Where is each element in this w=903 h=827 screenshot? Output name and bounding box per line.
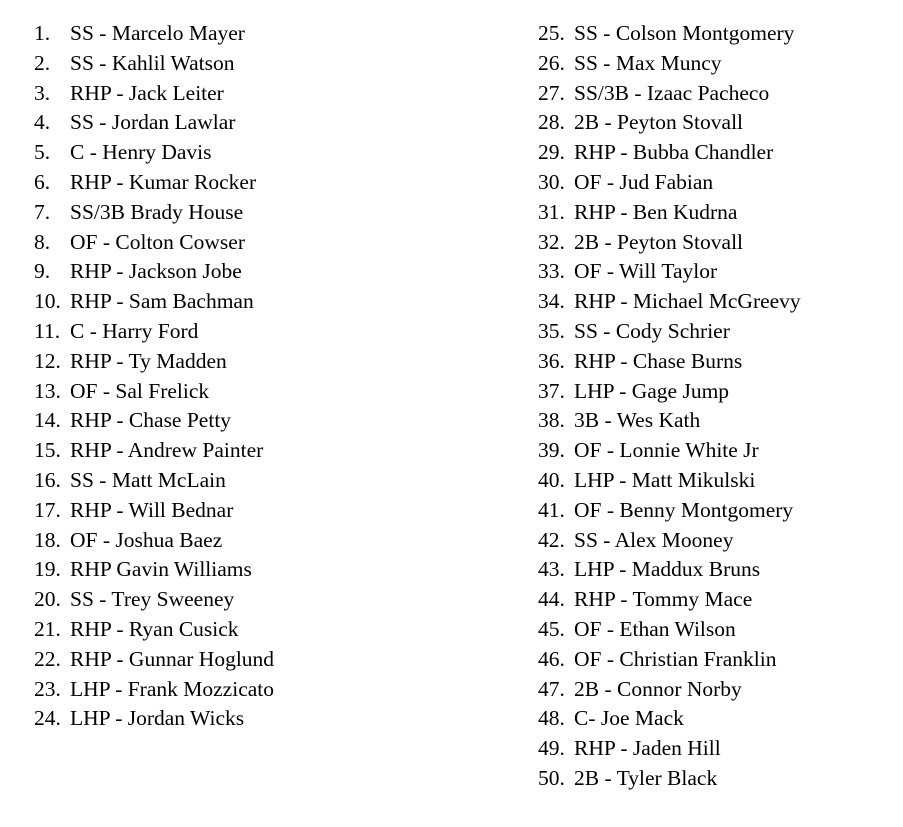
list-item-number: 44. xyxy=(538,587,565,612)
list-item-number: 41. xyxy=(538,497,565,522)
list-item-player: RHP - Ryan Cusick xyxy=(70,616,239,641)
list-item xyxy=(34,168,494,198)
list-item xyxy=(538,317,898,347)
list-item-number: 1. xyxy=(34,21,51,45)
list-item-player: SS - Trey Sweeney xyxy=(70,587,235,612)
list-item-number: 26. xyxy=(538,50,565,75)
list-item-player: LHP - Frank Mozzicato xyxy=(70,676,274,701)
list-item-player: 2B - Peyton Stovall xyxy=(574,110,744,135)
list-item xyxy=(538,704,898,734)
list-item-number: 7. xyxy=(34,199,51,224)
list-item-player: RHP - Tommy Mace xyxy=(574,587,753,612)
list-item-number: 6. xyxy=(34,169,51,194)
list-item-number: 2. xyxy=(34,50,51,75)
list-item xyxy=(538,555,898,585)
list-item-player: OF - Lonnie White Jr xyxy=(574,438,759,463)
list-item xyxy=(34,49,494,79)
list-item-player: 2B - Tyler Black xyxy=(574,765,718,790)
list-item-number: 27. xyxy=(538,80,565,105)
list-item-number: 21. xyxy=(34,616,61,641)
list-item-number: 29. xyxy=(538,140,565,165)
list-item-number: 47. xyxy=(538,676,565,701)
list-item-player: C- Joe Mack xyxy=(574,706,684,731)
list-item xyxy=(538,19,898,49)
list-item-number: 34. xyxy=(538,289,565,314)
list-item xyxy=(538,645,898,675)
list-item-player: RHP - Jack Leiter xyxy=(70,80,224,105)
list-item xyxy=(34,466,494,496)
list-item-number: 25. xyxy=(538,21,565,45)
list-item-number: 14. xyxy=(34,408,61,433)
list-item-player: C - Harry Ford xyxy=(70,318,199,343)
list-item xyxy=(538,198,898,228)
list-item xyxy=(34,615,494,645)
list-item-player: RHP Gavin Williams xyxy=(70,557,252,582)
list-item-player: OF - Christian Franklin xyxy=(574,646,777,671)
list-item-player: SS/3B Brady House xyxy=(70,199,244,224)
list-item xyxy=(34,496,494,526)
list-item-number: 40. xyxy=(538,467,565,492)
list-item-number: 38. xyxy=(538,408,565,433)
list-item xyxy=(34,317,494,347)
list-item xyxy=(34,555,494,585)
list-item-number: 16. xyxy=(34,467,61,492)
list-item-number: 46. xyxy=(538,646,565,671)
list-item-player: RHP - Gunnar Hoglund xyxy=(70,646,275,671)
list-item-number: 22. xyxy=(34,646,61,671)
list-item-number: 50. xyxy=(538,765,565,790)
list-item-player: RHP - Michael McGreevy xyxy=(574,289,801,314)
list-item-player: C - Henry Davis xyxy=(70,140,212,165)
list-item-number: 15. xyxy=(34,438,61,463)
list-item xyxy=(538,49,898,79)
list-item-number: 32. xyxy=(538,229,565,254)
list-item xyxy=(538,138,898,168)
list-item-number: 5. xyxy=(34,140,51,165)
list-item-player: SS/3B - Izaac Pacheco xyxy=(574,80,770,105)
list-item-number: 30. xyxy=(538,169,565,194)
list-item-number: 28. xyxy=(538,110,565,135)
list-item-player: LHP - Jordan Wicks xyxy=(70,706,245,731)
list-item xyxy=(34,257,494,287)
list-item-player: RHP - Jackson Jobe xyxy=(70,259,242,284)
list-item xyxy=(34,228,494,258)
ranking-list-left xyxy=(34,19,494,734)
list-item xyxy=(34,19,494,49)
list-item-player: OF - Sal Frelick xyxy=(70,378,210,403)
list-item-number: 4. xyxy=(34,110,51,135)
list-item xyxy=(34,645,494,675)
list-item xyxy=(34,79,494,109)
list-item xyxy=(34,347,494,377)
list-item xyxy=(538,526,898,556)
list-item xyxy=(538,228,898,258)
list-item xyxy=(34,704,494,734)
list-item-number: 36. xyxy=(538,348,565,373)
list-item xyxy=(538,108,898,138)
list-item-player: SS - Max Muncy xyxy=(574,50,722,75)
list-item xyxy=(34,585,494,615)
list-item-number: 17. xyxy=(34,497,61,522)
list-item xyxy=(538,257,898,287)
list-item xyxy=(538,734,898,764)
list-item xyxy=(538,168,898,198)
list-item-player: RHP - Jaden Hill xyxy=(574,736,721,761)
list-item-player: SS - Cody Schrier xyxy=(574,318,730,343)
list-item-player: SS - Marcelo Mayer xyxy=(70,21,245,45)
ranking-list-right xyxy=(538,19,898,794)
list-item xyxy=(34,138,494,168)
list-item-player: LHP - Matt Mikulski xyxy=(574,467,756,492)
list-item xyxy=(538,764,898,794)
list-item xyxy=(34,675,494,705)
list-item xyxy=(538,347,898,377)
list-item-number: 9. xyxy=(34,259,51,284)
list-item-player: OF - Jud Fabian xyxy=(574,169,714,194)
list-item-player: RHP - Will Bednar xyxy=(70,497,234,522)
list-item-player: LHP - Gage Jump xyxy=(574,378,730,403)
list-item xyxy=(34,198,494,228)
list-item-number: 23. xyxy=(34,676,61,701)
list-item xyxy=(34,436,494,466)
list-item-player: 2B - Peyton Stovall xyxy=(574,229,744,254)
list-item-number: 31. xyxy=(538,199,565,224)
list-item-number: 8. xyxy=(34,229,51,254)
list-item-player: RHP - Andrew Painter xyxy=(70,438,264,463)
list-item xyxy=(34,406,494,436)
list-item xyxy=(538,377,898,407)
list-item-number: 11. xyxy=(34,318,61,343)
list-item-number: 43. xyxy=(538,557,565,582)
list-item-player: RHP - Ty Madden xyxy=(70,348,227,373)
list-item-number: 33. xyxy=(538,259,565,284)
list-item-number: 37. xyxy=(538,378,565,403)
list-item xyxy=(538,496,898,526)
list-item-number: 42. xyxy=(538,527,565,552)
list-item-number: 10. xyxy=(34,289,61,314)
list-item-number: 12. xyxy=(34,348,61,373)
list-item xyxy=(34,377,494,407)
list-item-number: 45. xyxy=(538,616,565,641)
list-item-player: RHP - Bubba Chandler xyxy=(574,140,774,165)
list-item xyxy=(34,287,494,317)
list-item xyxy=(538,79,898,109)
list-item-number: 19. xyxy=(34,557,61,582)
list-item-number: 24. xyxy=(34,706,61,731)
list-item-number: 18. xyxy=(34,527,61,552)
list-item-player: SS - Alex Mooney xyxy=(574,527,734,552)
list-item xyxy=(34,108,494,138)
list-item xyxy=(538,436,898,466)
list-item-player: RHP - Sam Bachman xyxy=(70,289,254,314)
list-item-player: 2B - Connor Norby xyxy=(574,676,742,701)
list-item-player: LHP - Maddux Bruns xyxy=(574,557,761,582)
list-item-player: SS - Matt McLain xyxy=(70,467,226,492)
list-item-number: 35. xyxy=(538,318,565,343)
list-item-number: 13. xyxy=(34,378,61,403)
list-item-player: 3B - Wes Kath xyxy=(574,408,701,433)
list-item-number: 20. xyxy=(34,587,61,612)
list-item xyxy=(538,406,898,436)
list-item-player: RHP - Chase Burns xyxy=(574,348,743,373)
list-item-player: OF - Colton Cowser xyxy=(70,229,245,254)
list-item-player: OF - Will Taylor xyxy=(574,259,718,284)
list-item xyxy=(34,526,494,556)
list-item-player: OF - Joshua Baez xyxy=(70,527,223,552)
list-item xyxy=(538,675,898,705)
list-item-player: RHP - Kumar Rocker xyxy=(70,169,257,194)
list-item-player: OF - Ethan Wilson xyxy=(574,616,736,641)
list-item-player: SS - Kahlil Watson xyxy=(70,50,235,75)
list-item-number: 3. xyxy=(34,80,51,105)
list-item xyxy=(538,287,898,317)
list-item xyxy=(538,585,898,615)
list-item-number: 49. xyxy=(538,736,565,761)
list-item-number: 48. xyxy=(538,706,565,731)
list-item xyxy=(538,615,898,645)
list-item-player: SS - Jordan Lawlar xyxy=(70,110,236,135)
list-item-player: SS - Colson Montgomery xyxy=(574,21,795,45)
list-item-number: 39. xyxy=(538,438,565,463)
list-item-player: RHP - Chase Petty xyxy=(70,408,232,433)
list-item-player: OF - Benny Montgomery xyxy=(574,497,794,522)
list-item-player: RHP - Ben Kudrna xyxy=(574,199,738,224)
list-item xyxy=(538,466,898,496)
